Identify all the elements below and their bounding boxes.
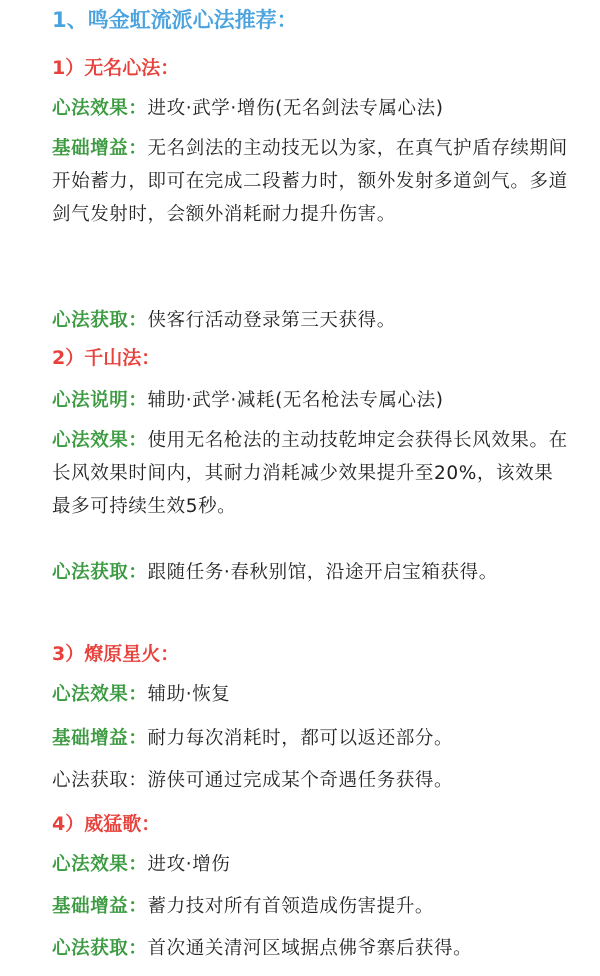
field-label: 心法获取： xyxy=(52,310,148,331)
section-wuming-effect xyxy=(52,92,572,125)
section-weimeng-effect xyxy=(52,848,572,881)
section-liaoyuan-source xyxy=(52,764,572,797)
field-value: 无名剑法的主动技无以为家，在真气护盾存续期间开始蓄力，即可在完成二段蓄力时，额外发射多道剑气。多道剑气发射时，会额外消耗耐力提升伤害。 xyxy=(52,138,568,225)
field-value: 进攻·增伤 xyxy=(147,854,231,875)
section-heading-liaoyuan: 3）燎原星火： xyxy=(52,643,180,665)
section-wuming-bonus xyxy=(52,132,572,231)
section-qianshan-source xyxy=(52,556,572,589)
field-label: 心法说明： xyxy=(52,390,148,411)
field-label: 心法获取： xyxy=(52,562,148,583)
field-value: 辅助·武学·减耗(无名枪法专属心法) xyxy=(147,390,444,411)
field-label: 心法效果： xyxy=(52,684,148,705)
field-value: 侠客行活动登录第三天获得。 xyxy=(147,310,396,331)
field-value: 游侠可通过完成某个奇遇任务获得。 xyxy=(147,770,454,791)
section-wuming-source xyxy=(52,304,572,337)
field-label: 心法效果： xyxy=(52,98,148,119)
field-label: 基础增益： xyxy=(52,896,148,917)
field-label: 心法效果： xyxy=(52,430,148,451)
section-liaoyuan-bonus xyxy=(52,722,572,755)
section-weimeng-source xyxy=(52,932,572,965)
field-value: 首次通关清河区域据点佛爷寨后获得。 xyxy=(147,938,473,959)
field-value: 进攻·武学·增伤(无名剑法专属心法) xyxy=(147,98,444,119)
field-value: 使用无名枪法的主动技乾坤定会获得长风效果。在长风效果时间内，其耐力消耗减少效果提升至20%，该效果最多可持续生效5秒。 xyxy=(52,430,568,517)
section-qianshan-effect xyxy=(52,424,572,523)
field-value: 耐力每次消耗时，都可以返还部分。 xyxy=(147,728,454,749)
section-weimeng-bonus xyxy=(52,890,572,923)
field-label: 基础增益： xyxy=(52,138,148,159)
section-heading-qianshan: 2）千山法： xyxy=(52,347,161,369)
section-liaoyuan-effect xyxy=(52,678,572,711)
field-value: 跟随任务·春秋别馆，沿途开启宝箱获得。 xyxy=(147,562,498,583)
field-label: 基础增益： xyxy=(52,728,148,749)
section-heading-wuming: 1）无名心法： xyxy=(52,57,180,79)
section-qianshan-desc xyxy=(52,384,572,417)
field-value: 辅助·恢复 xyxy=(147,684,231,705)
section-heading-weimeng: 4）威猛歌： xyxy=(52,813,161,835)
field-label: 心法效果： xyxy=(52,854,148,875)
field-value: 蓄力技对所有首领造成伤害提升。 xyxy=(147,896,435,917)
field-label: 心法获取： xyxy=(52,938,148,959)
field-label: 心法获取： xyxy=(52,770,148,791)
page-title: 1、鸣金虹流派心法推荐： xyxy=(52,8,298,32)
